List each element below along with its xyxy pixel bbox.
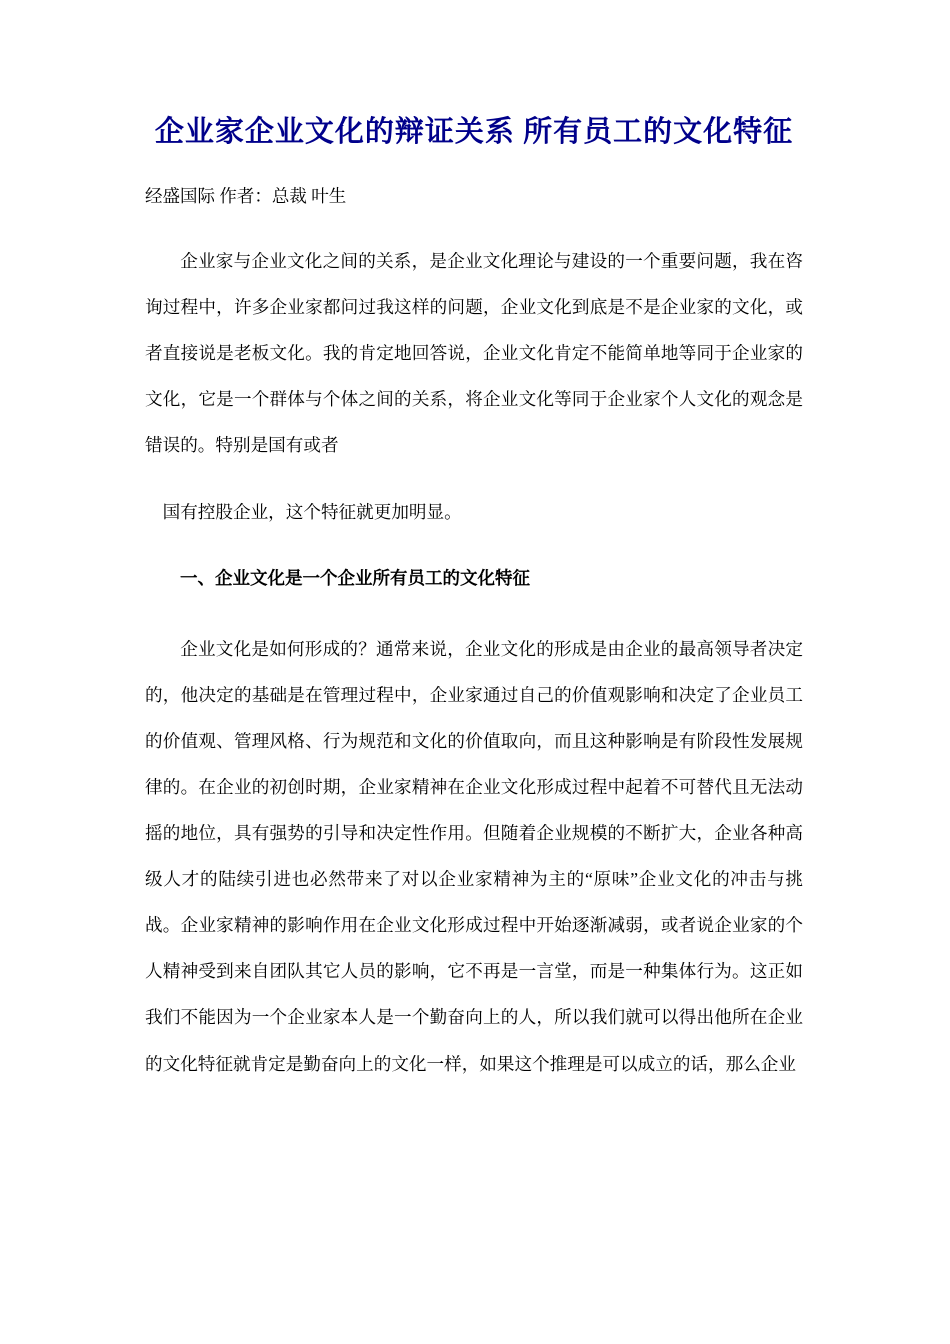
paragraph-continuation: 国有控股企业，这个特征就更加明显。 xyxy=(162,501,462,522)
paragraph-intro: 企业家与企业文化之间的关系，是企业文化理论与建设的一个重要问题，我在咨询过程中，许多企业家都问过我这样的问题，企业文化到底是不是企业家的文化，或者直接说是老板文化。我的肯定地回答说，企业文化肯定不能简单地等同于企业家的文化，它是一个群体与个体之间的关系，将企业文化等同于企业家个人文化的观念是错误的。特别是国有或者 xyxy=(145,251,803,456)
byline: 经盛国际 作者：总裁 叶生 xyxy=(145,185,347,206)
document-title: 企业家企业文化的辩证关系 所有员工的文化特征 xyxy=(154,116,794,148)
paragraph-section-one: 企业文化是如何形成的？通常来说，企业文化的形成是由企业的最高领导者决定的，他决定的基础是在管理过程中，企业家通过自己的价值观影响和决定了企业员工的价值观、管理风格、行为规范和文化的价值取向，而且这种影响是有阶段性发展规律的。在企业的初创时期，企业家精神在企业文化形成过程中起着不可替代且无法动摇的地位，具有强势的引导和决定性作用。但随着企业规模的不断扩大，企业各种高级人才的陆续引进也必然带来了对以企业家精神为主的“原味”企业文化的冲击与挑战。企业家精神的影响作用在企业文化形成过程中开始逐渐减弱，或者说企业家的个人精神受到来自团队其它人员的影响，它不再是一言堂，而是一种集体行为。这正如我们不能因为一个企业家本人是一个勤奋向上的人，所以我们就可以得出他所在企业的文化特征就肯定是勤奋向上的文化一样，如果这个推理是可以成立的话，那么企业 xyxy=(145,638,803,1074)
section-heading: 一、企业文化是一个企业所有员工的文化特征 xyxy=(180,567,530,588)
